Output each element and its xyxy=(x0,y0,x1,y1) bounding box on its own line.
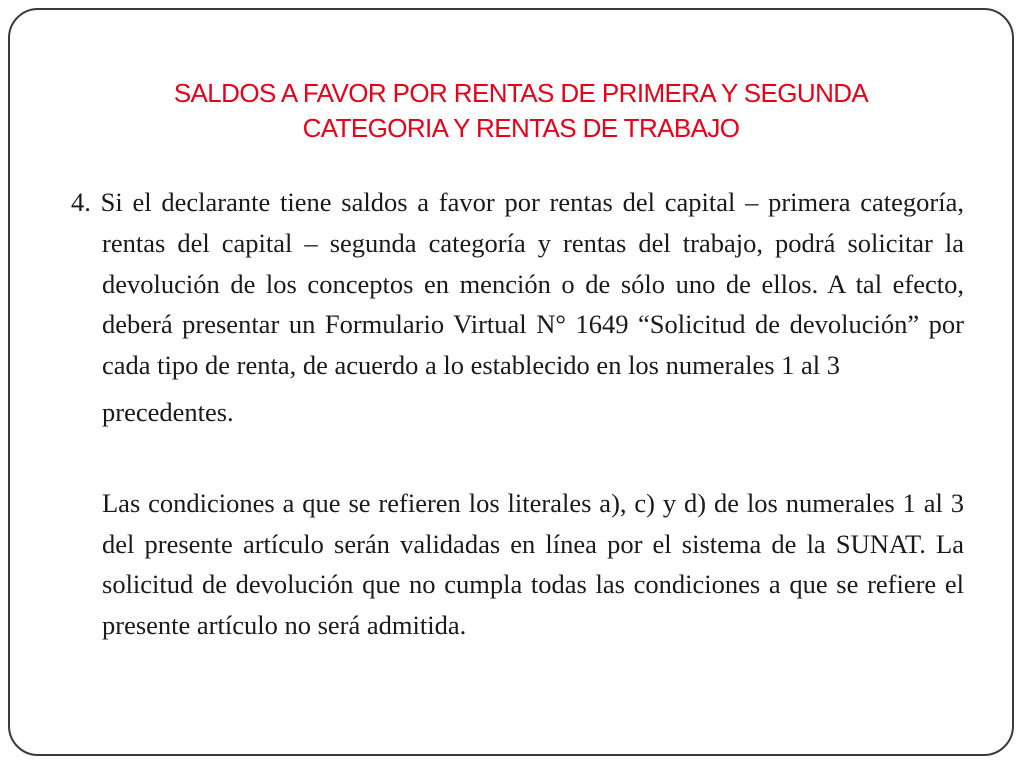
slide-body xyxy=(71,182,964,646)
paragraph-conditions: Las condiciones a que se refieren los literales a), c) y d) de los numerales 1 al 3 del presente artículo serán validadas en línea por el sistema de la SUNAT. La solicitud de devolución que no cumpla todas las condiciones a que se refiere el presente artículo no será admitida. xyxy=(102,487,964,641)
slide-title xyxy=(70,76,972,146)
slide-title-line-1: SALDOS A FAVOR POR RENTAS DE PRIMERA Y SEGUNDA xyxy=(173,78,869,108)
paragraph-continuation: precedentes. xyxy=(102,396,234,427)
paragraph-numbered-4: 4. Si el declarante tiene saldos a favor por rentas del capital – primera categoría, rentas del capital – segunda categoría y rentas del trabajo, podrá solicitar la devolución de los conceptos en mención o de sólo uno de ellos. A tal efecto, deberá presentar un Formulario Virtual N° 1649 “Solicitud de devolución” por cada tipo de renta, de acuerdo a lo establecido en los numerales 1 al 3 xyxy=(71,187,964,381)
slide-title-line-2: CATEGORIA Y RENTAS DE TRABAJO xyxy=(302,113,740,143)
